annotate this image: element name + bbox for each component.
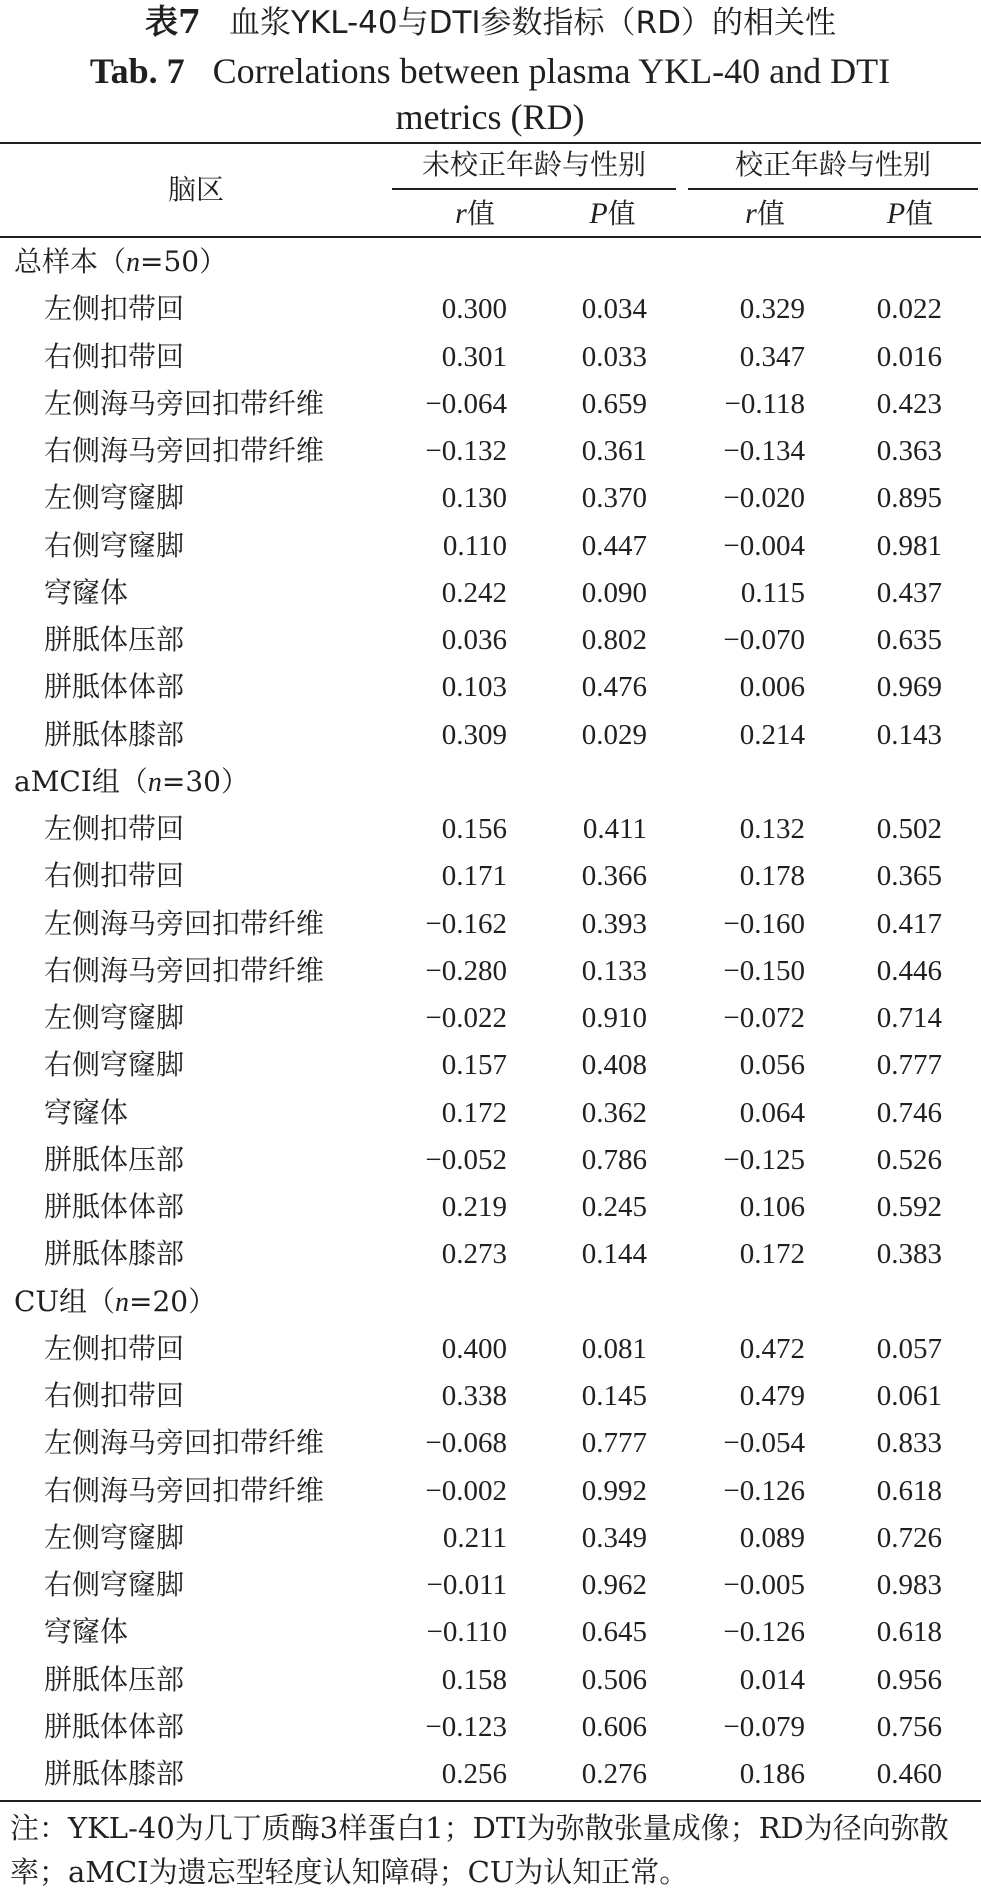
cell-p-unadjusted: 0.349 <box>581 1521 647 1554</box>
cell-p-adjusted: 0.437 <box>876 576 942 609</box>
table-row <box>0 334 981 381</box>
cell-r-unadjusted: −0.132 <box>425 435 507 467</box>
cell-p-adjusted: 0.446 <box>876 954 942 987</box>
brain-region: 穹窿体 <box>44 1095 129 1129</box>
cell-r-adjusted: 0.347 <box>739 340 805 373</box>
table-title-en-text: Correlations between plasma YKL-40 and DTI metrics (RD) <box>212 51 891 137</box>
cell-r-adjusted: 0.329 <box>739 293 805 326</box>
table-body <box>0 239 981 1798</box>
cell-r-adjusted: −0.126 <box>723 1616 805 1649</box>
table-row <box>0 1373 981 1420</box>
cell-p-adjusted: 0.417 <box>876 907 942 940</box>
cell-r-adjusted: 0.115 <box>740 576 805 609</box>
cell-r-adjusted: −0.150 <box>723 954 805 987</box>
table-title-zh <box>0 2 981 43</box>
cell-r-unadjusted: 0.301 <box>441 340 507 373</box>
cell-r-adjusted: 0.132 <box>739 813 805 845</box>
cell-r-adjusted: −0.072 <box>723 1002 805 1034</box>
cell-p-adjusted: 0.969 <box>876 671 942 704</box>
header-group-unadjusted: 未校正年龄与性别 <box>421 148 646 181</box>
group-label: aMCI组（n=30） <box>14 764 249 798</box>
brain-region: 胼胝体压部 <box>44 623 185 656</box>
cell-p-unadjusted: 0.029 <box>581 718 647 751</box>
table-row <box>0 570 981 617</box>
cell-r-adjusted: −0.079 <box>723 1710 805 1743</box>
cell-p-unadjusted: 0.645 <box>581 1616 647 1649</box>
cell-p-unadjusted: 0.447 <box>581 529 647 562</box>
cell-r-adjusted: 0.089 <box>739 1521 805 1554</box>
cell-p-unadjusted: 0.145 <box>581 1380 647 1412</box>
cell-r-unadjusted: −0.123 <box>425 1710 507 1743</box>
cell-r-unadjusted: 0.172 <box>441 1096 507 1129</box>
cell-p-unadjusted: 0.802 <box>581 624 647 656</box>
cell-p-unadjusted: 0.366 <box>581 860 647 893</box>
table-bottom-rule <box>0 1800 981 1802</box>
cell-r-adjusted: −0.054 <box>723 1427 805 1460</box>
cell-r-unadjusted: 0.300 <box>441 293 507 326</box>
table-top-rule <box>0 142 981 144</box>
table-row <box>0 1420 981 1467</box>
header-r-unadjusted: r值 <box>455 197 495 230</box>
cell-p-adjusted: 0.016 <box>876 340 942 373</box>
cell-r-adjusted: 0.479 <box>739 1380 805 1412</box>
cell-r-adjusted: 0.006 <box>739 671 805 704</box>
cell-r-adjusted: −0.070 <box>723 624 805 656</box>
cell-p-unadjusted: 0.659 <box>581 387 647 420</box>
cell-r-unadjusted: −0.002 <box>425 1474 507 1507</box>
cell-r-adjusted: 0.178 <box>739 860 805 893</box>
cell-p-adjusted: 0.363 <box>876 435 942 467</box>
cell-p-adjusted: 0.618 <box>876 1474 942 1507</box>
cell-r-adjusted: −0.004 <box>723 529 805 562</box>
table-row <box>0 1137 981 1184</box>
brain-region: 右侧海马旁回扣带纤维 <box>44 953 325 987</box>
table-footnote: 注：YKL-40为几丁质酶3样蛋白1；DTI为弥散张量成像；RD为径向弥散率；aMCI为遗忘型轻度认知障碍；CU为认知正常。 <box>10 1811 949 1889</box>
cell-r-unadjusted: 0.211 <box>442 1521 507 1554</box>
cell-p-unadjusted: 0.962 <box>581 1569 647 1601</box>
cell-r-unadjusted: 0.110 <box>442 529 507 562</box>
table-number-en: Tab. 7 <box>89 51 185 91</box>
brain-region: 胼胝体体部 <box>44 1709 185 1743</box>
table-row <box>0 286 981 333</box>
table-row <box>0 1562 981 1609</box>
table-header-rule <box>0 236 981 238</box>
cell-p-unadjusted: 0.777 <box>581 1427 647 1460</box>
cell-p-unadjusted: 0.408 <box>581 1049 647 1082</box>
cell-p-adjusted: 0.956 <box>876 1663 942 1696</box>
cell-r-adjusted: −0.134 <box>723 435 805 467</box>
cell-p-unadjusted: 0.090 <box>581 576 647 609</box>
cell-r-adjusted: −0.005 <box>723 1569 805 1601</box>
cell-r-unadjusted: −0.064 <box>425 387 507 420</box>
cell-p-adjusted: 0.756 <box>876 1710 942 1743</box>
cell-r-adjusted: 0.056 <box>739 1049 805 1082</box>
cell-p-unadjusted: 0.992 <box>581 1474 647 1507</box>
brain-region: 左侧穹窿脚 <box>44 1520 185 1554</box>
cell-r-unadjusted: −0.162 <box>425 907 507 940</box>
cell-p-unadjusted: 0.606 <box>581 1710 647 1743</box>
cell-r-adjusted: −0.125 <box>723 1143 805 1176</box>
table-row <box>0 901 981 948</box>
cell-r-adjusted: −0.020 <box>723 482 805 515</box>
cell-p-adjusted: 0.618 <box>876 1616 942 1649</box>
cell-r-unadjusted: 0.157 <box>441 1049 507 1082</box>
cell-p-adjusted: 0.365 <box>876 860 942 893</box>
cell-r-adjusted: −0.118 <box>724 387 805 420</box>
cell-p-adjusted: 0.057 <box>876 1332 942 1365</box>
table-row <box>0 1657 981 1704</box>
cell-r-unadjusted: 0.156 <box>441 813 507 845</box>
header-p-adjusted: P值 <box>886 197 934 230</box>
cell-r-unadjusted: 0.103 <box>441 671 507 704</box>
cell-p-unadjusted: 0.361 <box>581 435 647 467</box>
table-row <box>0 1515 981 1562</box>
cell-r-unadjusted: 0.273 <box>441 1238 507 1271</box>
cell-p-unadjusted: 0.245 <box>581 1191 647 1223</box>
brain-region: 胼胝体体部 <box>44 1190 185 1223</box>
cell-p-unadjusted: 0.476 <box>581 671 647 704</box>
brain-region: 左侧扣带回 <box>44 1331 185 1365</box>
cell-p-adjusted: 0.423 <box>876 387 942 420</box>
cell-r-unadjusted: −0.110 <box>426 1616 507 1649</box>
header-p-unadjusted: P值 <box>589 197 636 230</box>
table-row <box>0 664 981 711</box>
cell-p-unadjusted: 0.910 <box>581 1002 647 1034</box>
cell-p-unadjusted: 0.276 <box>581 1758 647 1790</box>
cell-r-adjusted: −0.126 <box>723 1474 805 1507</box>
brain-region: 左侧穹窿脚 <box>44 481 185 515</box>
table-row <box>0 617 981 664</box>
brain-region: 右侧扣带回 <box>44 1379 185 1412</box>
cell-p-unadjusted: 0.786 <box>581 1143 647 1176</box>
brain-region: 右侧扣带回 <box>44 859 185 893</box>
group-row <box>0 1279 981 1326</box>
table-row <box>0 428 981 475</box>
table-row <box>0 995 981 1042</box>
brain-region: 右侧穹窿脚 <box>44 1568 185 1601</box>
cell-r-unadjusted: −0.011 <box>426 1569 507 1601</box>
cell-p-adjusted: 0.726 <box>876 1521 942 1554</box>
brain-region: 胼胝体压部 <box>44 1142 185 1176</box>
table-row <box>0 948 981 995</box>
table-row <box>0 712 981 759</box>
cell-r-unadjusted: 0.400 <box>441 1332 507 1365</box>
table-row <box>0 475 981 522</box>
cell-p-unadjusted: 0.144 <box>581 1238 647 1271</box>
cell-r-unadjusted: −0.068 <box>425 1427 507 1460</box>
cell-r-unadjusted: 0.338 <box>441 1380 507 1412</box>
cell-p-adjusted: 0.526 <box>876 1143 942 1176</box>
brain-region: 右侧穹窿脚 <box>44 528 185 562</box>
cell-p-unadjusted: 0.362 <box>581 1096 647 1129</box>
header-group-adjusted: 校正年龄与性别 <box>734 148 931 181</box>
header-region: 脑区 <box>167 173 224 206</box>
cell-r-adjusted: 0.106 <box>739 1191 805 1223</box>
cell-p-adjusted: 0.983 <box>876 1569 942 1601</box>
brain-region: 胼胝体体部 <box>44 670 185 704</box>
table-number-zh: 表7 <box>145 2 201 41</box>
table-row <box>0 1751 981 1798</box>
cell-p-adjusted: 0.061 <box>876 1380 942 1412</box>
cell-r-unadjusted: −0.280 <box>425 954 507 987</box>
cell-r-adjusted: −0.160 <box>723 907 805 940</box>
brain-region: 左侧扣带回 <box>44 812 185 845</box>
cell-p-adjusted: 0.981 <box>876 529 942 562</box>
cell-p-adjusted: 0.460 <box>876 1758 942 1790</box>
table-row <box>0 853 981 900</box>
cell-r-adjusted: 0.214 <box>739 718 805 751</box>
cell-p-unadjusted: 0.411 <box>582 813 647 845</box>
table-row <box>0 806 981 853</box>
brain-region: 胼胝体压部 <box>44 1662 185 1696</box>
brain-region: 左侧扣带回 <box>44 292 185 326</box>
cell-p-adjusted: 0.777 <box>876 1049 942 1082</box>
table-row <box>0 1704 981 1751</box>
brain-region: 穹窿体 <box>44 1615 129 1649</box>
group-row <box>0 759 981 806</box>
cell-p-unadjusted: 0.133 <box>581 954 647 987</box>
group-label: 总样本（n=50） <box>14 245 228 278</box>
cell-p-adjusted: 0.895 <box>876 482 942 515</box>
cell-p-adjusted: 0.022 <box>876 293 942 326</box>
brain-region: 左侧穹窿脚 <box>44 1001 185 1034</box>
table-row <box>0 1090 981 1137</box>
group-row <box>0 239 981 286</box>
cell-p-unadjusted: 0.081 <box>581 1332 647 1365</box>
cell-p-adjusted: 0.383 <box>876 1238 942 1271</box>
cell-p-adjusted: 0.502 <box>876 813 942 845</box>
brain-region: 右侧穹窿脚 <box>44 1048 185 1082</box>
table-row <box>0 1468 981 1515</box>
table-row <box>0 1326 981 1373</box>
cell-r-unadjusted: 0.158 <box>441 1663 507 1696</box>
cell-r-adjusted: 0.172 <box>739 1238 805 1271</box>
header-group-adjusted-rule <box>688 188 978 190</box>
cell-r-unadjusted: 0.130 <box>441 482 507 515</box>
table-row <box>0 1231 981 1278</box>
brain-region: 右侧海马旁回扣带纤维 <box>44 434 325 467</box>
header-group-unadjusted-rule <box>392 188 676 190</box>
cell-r-unadjusted: −0.052 <box>425 1143 507 1176</box>
cell-r-unadjusted: 0.242 <box>441 576 507 609</box>
cell-p-unadjusted: 0.506 <box>581 1663 647 1696</box>
cell-p-adjusted: 0.592 <box>876 1191 942 1223</box>
table-row <box>0 523 981 570</box>
brain-region: 右侧扣带回 <box>44 339 185 373</box>
cell-p-adjusted: 0.833 <box>876 1427 942 1460</box>
cell-p-adjusted: 0.714 <box>876 1002 942 1034</box>
cell-r-adjusted: 0.014 <box>739 1663 805 1696</box>
cell-r-adjusted: 0.472 <box>739 1332 805 1365</box>
brain-region: 右侧海马旁回扣带纤维 <box>44 1473 325 1507</box>
table-row <box>0 1184 981 1231</box>
group-label: CU组（n=20） <box>14 1284 217 1318</box>
cell-p-unadjusted: 0.370 <box>581 482 647 515</box>
cell-r-unadjusted: 0.171 <box>441 860 507 893</box>
table-row <box>0 381 981 428</box>
cell-r-unadjusted: 0.036 <box>441 624 507 656</box>
brain-region: 胼胝体膝部 <box>44 717 185 751</box>
brain-region: 胼胝体膝部 <box>44 1237 185 1271</box>
cell-p-unadjusted: 0.033 <box>581 340 647 373</box>
brain-region: 穹窿体 <box>44 575 129 609</box>
cell-p-adjusted: 0.746 <box>876 1096 942 1129</box>
header-r-adjusted: r值 <box>745 197 785 230</box>
brain-region: 胼胝体膝部 <box>44 1757 185 1790</box>
cell-r-adjusted: 0.186 <box>739 1758 805 1790</box>
table-row <box>0 1042 981 1089</box>
cell-p-unadjusted: 0.393 <box>581 907 647 940</box>
cell-p-adjusted: 0.143 <box>876 718 942 751</box>
brain-region: 左侧海马旁回扣带纤维 <box>44 906 325 940</box>
table-row <box>0 1609 981 1656</box>
cell-r-unadjusted: −0.022 <box>425 1002 507 1034</box>
table-title-zh-text: 血浆YKL-40与DTI参数指标（RD）的相关性 <box>228 5 836 41</box>
cell-r-adjusted: 0.064 <box>739 1096 805 1129</box>
cell-r-unadjusted: 0.256 <box>441 1758 507 1790</box>
brain-region: 左侧海马旁回扣带纤维 <box>44 1426 325 1460</box>
table-title-en <box>40 48 940 140</box>
cell-p-unadjusted: 0.034 <box>581 293 647 326</box>
cell-r-unadjusted: 0.219 <box>441 1191 507 1223</box>
cell-p-adjusted: 0.635 <box>876 624 942 656</box>
cell-r-unadjusted: 0.309 <box>441 718 507 751</box>
brain-region: 左侧海马旁回扣带纤维 <box>44 386 325 420</box>
